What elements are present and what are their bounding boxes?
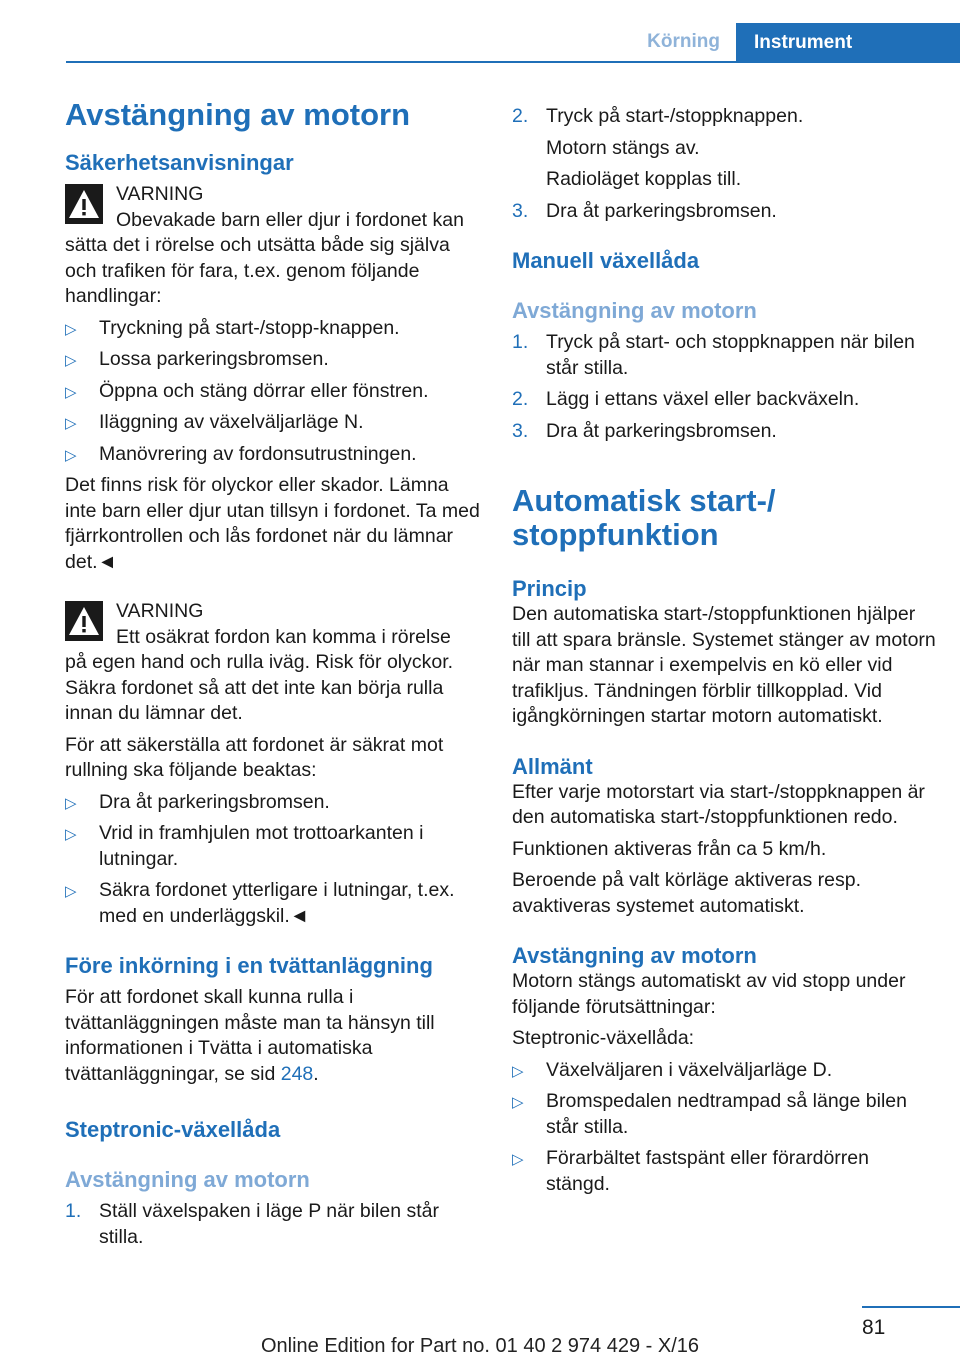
warning-triangle-icon [65, 184, 103, 224]
triangle-right-icon: ▷ [65, 794, 77, 812]
list-item: ▷ Säkra fordonet ytterligare i lutningar, t.ex. med en underläggskil.◄ [65, 879, 455, 927]
list-item: ▷ Iläggning av växelväljarläge N. [65, 410, 485, 436]
general-heading: Allmänt [512, 753, 593, 779]
triangle-right-icon: ▷ [65, 446, 77, 464]
triangle-right-icon: ▷ [65, 352, 77, 369]
list-item: 2. Lägg i ettans växel eller backväxeln. [512, 388, 860, 410]
page-link[interactable]: 248 [280, 1062, 314, 1085]
principle-text: Den automatiska start-/stoppfunktionen hjälper till att spara bränsle. Systemet stänger av motorn när man stannar i exempelvis en kö eller vid trafikljus. Tändningen förblir tillkopplad. Vid igångkörningen startar motorn automatiskt. [512, 603, 936, 727]
list-item: ▷ Öppna och stäng dörrar eller fönstren. [65, 379, 485, 405]
steptronic-heading: Steptronic-växellåda [65, 1117, 281, 1142]
tab-korning[interactable]: Körning [647, 31, 720, 52]
list-item: 3. Dra åt parkeringsbromsen. [512, 419, 777, 442]
warning-first-line: Obevakade barn eller djur i fordonet kan [116, 208, 464, 231]
triangle-right-icon: ▷ [65, 320, 77, 338]
tab-instrument[interactable]: Instrument [736, 23, 960, 63]
right-column [512, 98, 937, 1197]
list-item: ▷ Förarbältet fastspänt eller förardörren stängd. [512, 1147, 869, 1195]
list-item: ▷ Bromspedalen nedtrampad så länge bilen står stilla. [512, 1090, 907, 1138]
step-note: Radioläget kopplas till. [546, 168, 742, 190]
triangle-right-icon: ▷ [65, 826, 77, 843]
manual-heading: Manuell växellåda [512, 248, 700, 273]
warning-2-intro: För att säkerställa att fordonet är säkrat mot rullning ska följande beaktas: [65, 733, 444, 781]
triangle-right-icon: ▷ [512, 1094, 524, 1111]
manual-subheading: Avstängning av motorn [512, 298, 757, 323]
safety-heading: Säkerhetsanvisningar [65, 150, 294, 175]
steptronic-steps-cont [512, 104, 937, 224]
shutdown-heading: Avstängning av motorn [512, 943, 757, 968]
list-item: ▷ Dra åt parkeringsbromsen. [65, 790, 485, 816]
list-item: ▷ Tryckning på start-/stopp-knappen. [65, 316, 485, 342]
general-text: Efter varje motorstart via start-/stoppknappen är den automatiska start-/stoppfunktionen redo. [512, 780, 925, 828]
steptronic-steps [65, 1199, 485, 1250]
header-rule [66, 61, 960, 63]
warning-label: VARNING [116, 600, 204, 622]
list-item: 3. Dra åt parkeringsbromsen. [512, 199, 777, 222]
section-title: Avstängning av motorn [65, 97, 411, 132]
warning-first-line: Ett osäkrat fordon kan komma i rörelse [116, 625, 451, 648]
general-text: Funktionen aktiveras från ca 5 km/h. [512, 837, 827, 860]
triangle-right-icon: ▷ [65, 415, 77, 432]
shutdown-text: Motorn stängs automatiskt av vid stopp under följande förutsättningar: [512, 970, 906, 1018]
auto-start-stop-title: Automatisk start-/ stoppfunktion [512, 483, 776, 552]
wash-text: För att fordonet skall kunna rulla i tvättanläggningen måste man ta hänsyn till informationen i Tvätta i automatiska tvättanläggningar, se sid 248. [65, 986, 435, 1085]
list-item: ▷ Manövrering av fordonsutrustningen. [65, 442, 485, 468]
list-item: ▷ Vrid in framhjulen mot trottoarkanten i lutningar. [65, 822, 424, 870]
warning-block-1 [65, 182, 485, 310]
steptronic-label: Steptronic-växellåda: [512, 1027, 695, 1049]
steptronic-subheading: Avstängning av motorn [65, 1167, 310, 1192]
triangle-right-icon: ▷ [512, 1151, 524, 1168]
page-number-rule [862, 1306, 960, 1308]
warning-2-list [65, 790, 485, 930]
triangle-right-icon: ▷ [512, 1062, 524, 1080]
warning-text: på egen hand och rulla iväg. Risk för olyckor. Säkra fordonet så att det inte kan börja rulla innan du lämnar det. [65, 651, 454, 724]
wash-heading: Före inkörning i en tvättanläggning [65, 953, 433, 978]
list-item: 1. Ställ växelspaken i läge P när bilen står stilla. [65, 1200, 440, 1248]
left-column [65, 98, 485, 1250]
conditions-list [512, 1058, 937, 1198]
warning-text: sätta det i rörelse och utsätta både sig själva och trafiken för fara, t.ex. genom följande handlingar: [65, 234, 450, 307]
warning-block-2 [65, 599, 485, 727]
page-header [66, 23, 960, 63]
list-item: ▷ Lossa parkeringsbromsen. [65, 347, 485, 373]
triangle-right-icon: ▷ [65, 883, 77, 900]
list-item: 2. Tryck på start-/stoppknappen. Motorn stängs av. Radioläget kopplas till. [512, 104, 937, 193]
principle-heading: Princip [512, 576, 587, 601]
list-item: ▷ Växelväljaren i växelväljarläge D. [512, 1058, 937, 1084]
warning-label: VARNING [116, 183, 204, 205]
warning-1-conclusion: Det finns risk för olyckor eller skador. Lämna inte barn eller djur utan tillsyn i fordonet. Ta med fjärrkontrollen och lås fordonet när du lämnar det.◄ [65, 474, 480, 573]
list-item: 1. Tryck på start- och stoppknappen när bilen står stilla. [512, 331, 915, 379]
page-number: 81 [862, 1316, 886, 1339]
warning-triangle-icon [65, 601, 103, 641]
footer-edition: Online Edition for Part no. 01 40 2 974 429 - X/16 [260, 1335, 700, 1357]
triangle-right-icon: ▷ [65, 383, 77, 401]
warning-1-list [65, 316, 485, 468]
step-note: Motorn stängs av. [546, 136, 700, 159]
manual-steps [512, 330, 937, 444]
general-text: Beroende på valt körläge aktiveras resp. avaktiveras systemet automatiskt. [512, 869, 862, 917]
